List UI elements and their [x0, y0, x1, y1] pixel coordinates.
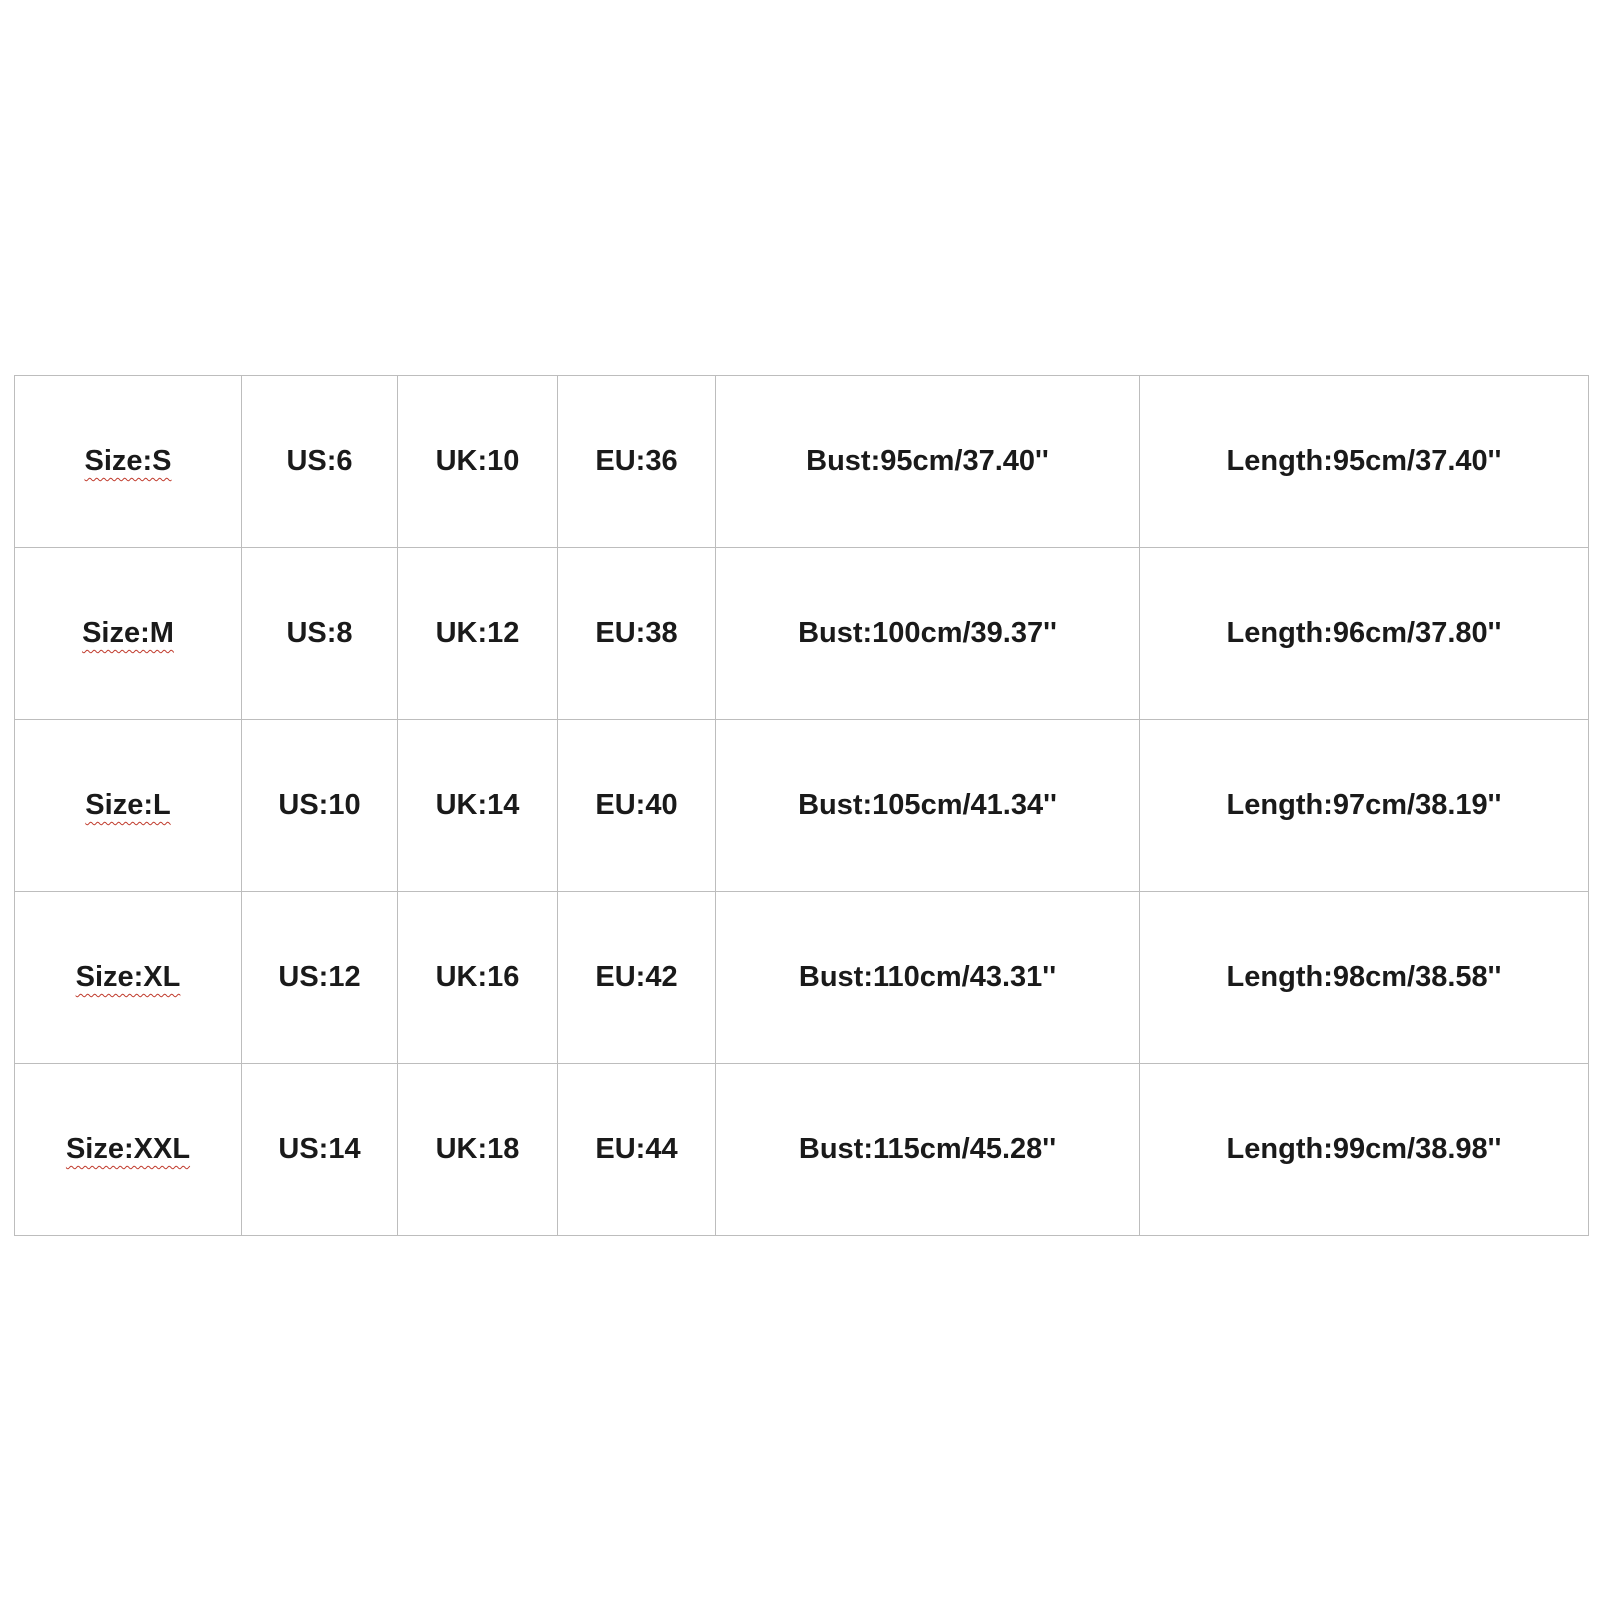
- table-row: [15, 548, 1589, 720]
- table-row: [15, 892, 1589, 1064]
- table-row: [15, 720, 1589, 892]
- length-cell: Length:96cm/37.80'': [1140, 548, 1589, 720]
- eu-size-cell: EU:38: [558, 548, 716, 720]
- size-cell: [15, 720, 242, 892]
- size-cell: [15, 892, 242, 1064]
- uk-size-cell: UK:14: [398, 720, 558, 892]
- table-row: [15, 376, 1589, 548]
- bust-cell: Bust:110cm/43.31'': [716, 892, 1140, 1064]
- size-cell: [15, 1064, 242, 1236]
- uk-size-cell: UK:16: [398, 892, 558, 1064]
- eu-size-cell: EU:40: [558, 720, 716, 892]
- size-label: Size:M: [82, 617, 174, 649]
- length-cell: Length:97cm/38.19'': [1140, 720, 1589, 892]
- size-label: Size:S: [84, 445, 172, 477]
- us-size-cell: US:8: [242, 548, 398, 720]
- length-cell: Length:98cm/38.58'': [1140, 892, 1589, 1064]
- bust-cell: Bust:100cm/39.37'': [716, 548, 1140, 720]
- eu-size-cell: EU:42: [558, 892, 716, 1064]
- table-row: [15, 1064, 1589, 1236]
- uk-size-cell: UK:10: [398, 376, 558, 548]
- size-label: Size:XXL: [65, 1133, 191, 1165]
- length-cell: Length:95cm/37.40'': [1140, 376, 1589, 548]
- size-label: Size:XL: [75, 961, 181, 993]
- us-size-cell: US:14: [242, 1064, 398, 1236]
- eu-size-cell: EU:44: [558, 1064, 716, 1236]
- size-chart-table: [14, 375, 1589, 1236]
- length-cell: Length:99cm/38.98'': [1140, 1064, 1589, 1236]
- us-size-cell: US:6: [242, 376, 398, 548]
- size-cell: [15, 548, 242, 720]
- uk-size-cell: UK:18: [398, 1064, 558, 1236]
- bust-cell: Bust:115cm/45.28'': [716, 1064, 1140, 1236]
- uk-size-cell: UK:12: [398, 548, 558, 720]
- us-size-cell: US:12: [242, 892, 398, 1064]
- eu-size-cell: EU:36: [558, 376, 716, 548]
- bust-cell: Bust:95cm/37.40'': [716, 376, 1140, 548]
- bust-cell: Bust:105cm/41.34'': [716, 720, 1140, 892]
- us-size-cell: US:10: [242, 720, 398, 892]
- size-cell: [15, 376, 242, 548]
- size-label: Size:L: [85, 789, 171, 821]
